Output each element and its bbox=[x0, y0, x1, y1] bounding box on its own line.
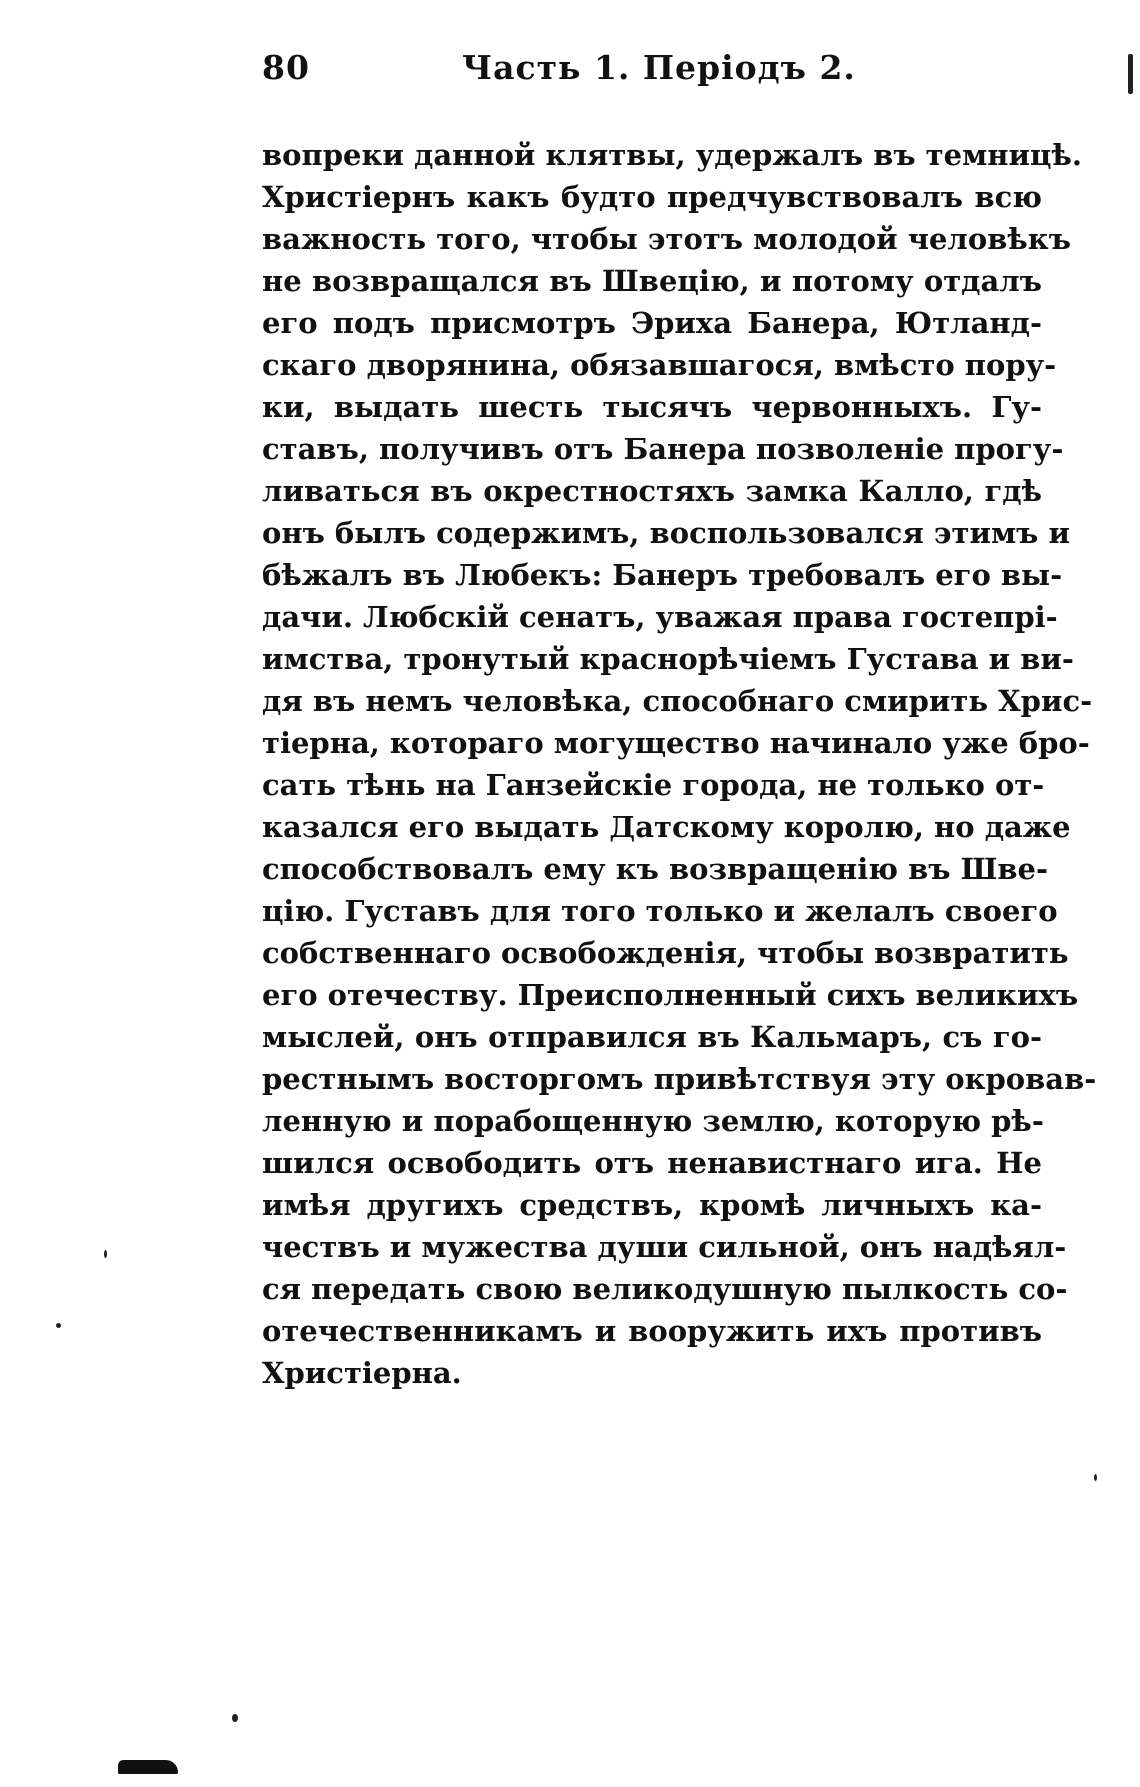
text-line: ки, выдать шесть тысячъ червонныхъ. Гу- bbox=[262, 390, 1042, 424]
text-line: мыслей, онъ отправился въ Кальмаръ, съ го- bbox=[262, 1020, 1042, 1054]
text-line: рестнымъ восторгомъ привѣтствуя эту окровав- bbox=[262, 1062, 1097, 1096]
scan-artifact bbox=[1128, 54, 1133, 94]
text-line: тіерна, котораго могущество начинало уже бро- bbox=[262, 726, 1090, 760]
text-line: имства, тронутый краснорѣчіемъ Густава и ви- bbox=[262, 642, 1074, 676]
text-line: вопреки данной клятвы, удержалъ въ темницѣ. bbox=[262, 138, 1082, 172]
text-line: не возвращался въ Швецію, и потому отдалъ bbox=[262, 264, 1042, 298]
text-line: Христіерна. bbox=[262, 1356, 462, 1390]
text-line: цію. Густавъ для того только и желалъ своего bbox=[262, 894, 1058, 928]
text-line: ся передать свою великодушную пылкость со- bbox=[262, 1272, 1068, 1306]
text-line: онъ былъ содержимъ, воспользовался этимъ и bbox=[262, 516, 1071, 550]
scan-artifact bbox=[1094, 1474, 1097, 1481]
text-line: его отечеству. Преисполненный сихъ великихъ bbox=[262, 978, 1079, 1012]
body-text bbox=[262, 134, 1097, 1394]
text-line: шился освободить отъ ненавистнаго ига. Не bbox=[262, 1146, 1042, 1180]
text-line: сать тѣнь на Ганзейскіе города, не только от- bbox=[262, 768, 1045, 802]
text-line: способствовалъ ему къ возвращенію въ Шве- bbox=[262, 852, 1049, 886]
text-line: казался его выдать Датскому королю, но даже bbox=[262, 810, 1071, 844]
page-number: 80 bbox=[262, 48, 310, 87]
text-line: ливаться въ окрестностяхъ замка Калло, гдѣ bbox=[262, 474, 1042, 508]
text-line: бѣжалъ въ Любекъ: Банеръ требовалъ его вы- bbox=[262, 558, 1063, 592]
running-title: Часть 1. Періодъ 2. bbox=[462, 48, 856, 87]
text-line: имѣя другихъ средствъ, кромѣ личныхъ ка- bbox=[262, 1188, 1042, 1222]
scan-artifact bbox=[118, 1760, 178, 1774]
text-line: отечественникамъ и вооружить ихъ противъ bbox=[262, 1314, 1042, 1348]
scan-artifact bbox=[232, 1714, 238, 1722]
text-line: Христіернъ какъ будто предчувствовалъ всю bbox=[262, 180, 1042, 214]
text-line: ставъ, получивъ отъ Банера позволеніе прогу- bbox=[262, 432, 1064, 466]
text-line: собственнаго освобожденія, чтобы возвратить bbox=[262, 936, 1069, 970]
text-line: дя въ немъ человѣка, способнаго смирить Хрис- bbox=[262, 684, 1093, 718]
text-line: его подъ присмотръ Эриха Банера, Ютланд- bbox=[262, 306, 1042, 340]
text-line: ленную и порабощенную землю, которую рѣ- bbox=[262, 1104, 1044, 1138]
text-line: скаго дворянина, обязавшагося, вмѣсто пору- bbox=[262, 348, 1057, 382]
scan-artifact bbox=[56, 1323, 61, 1328]
text-line: чествъ и мужества души сильной, онъ надѣял- bbox=[262, 1230, 1067, 1264]
text-line: дачи. Любскій сенатъ, уважая права гостепрі- bbox=[262, 600, 1058, 634]
scan-artifact bbox=[104, 1250, 107, 1258]
text-line: важность того, чтобы этотъ молодой человѣкъ bbox=[262, 222, 1071, 256]
running-head bbox=[262, 48, 1042, 108]
